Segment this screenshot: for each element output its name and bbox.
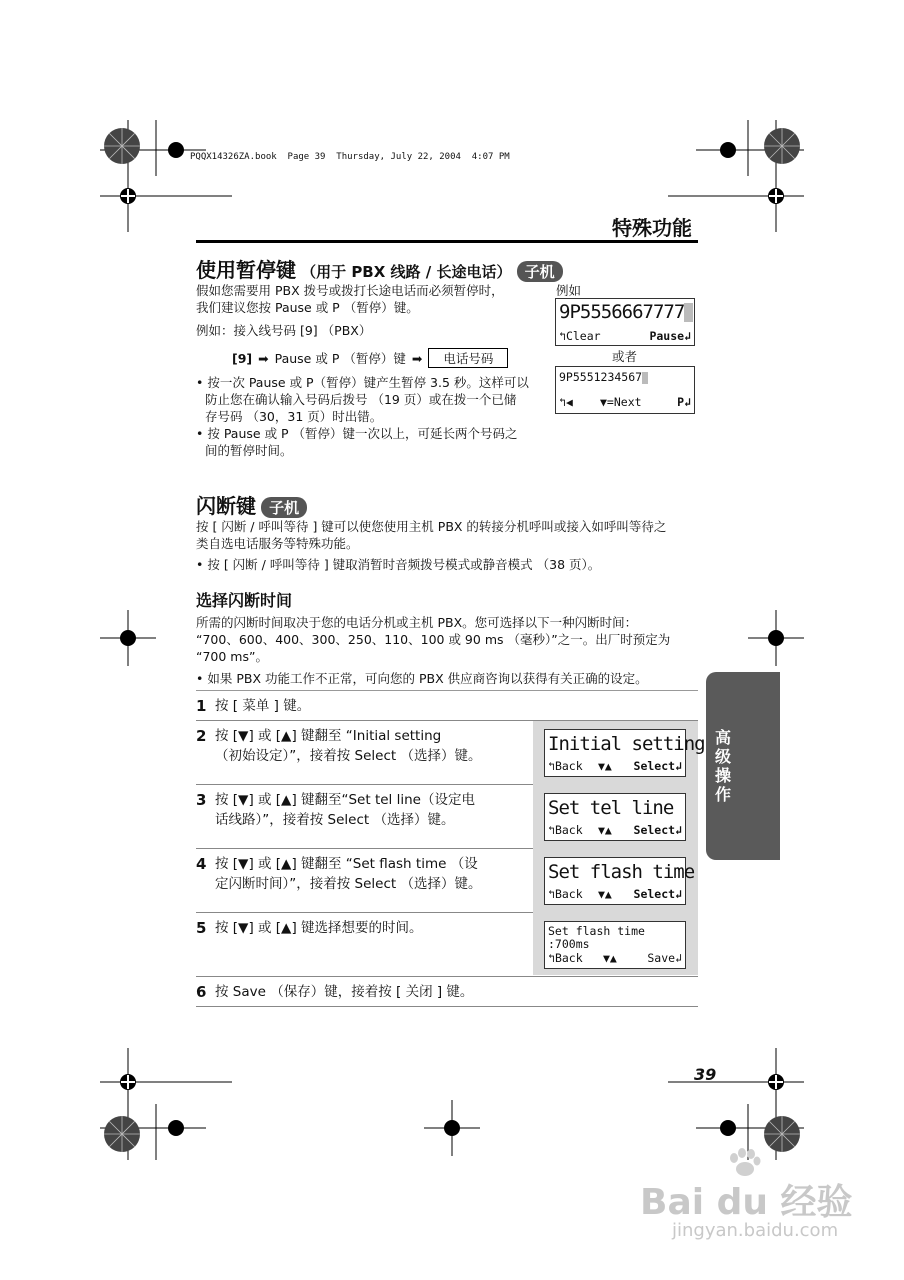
step-text: 按 [ 菜单 ] 键。	[215, 698, 311, 714]
book-header-meta: PQQX14326ZA.book Page 39 Thursday, July 22, 2004 4:07 PM	[190, 152, 510, 162]
flash-description: 所需的闪断时间取决于您的电话分机或主机 PBX。您可选择以下一种闪断时间： “700、600、400、300、250、110、100 或 90 ms （毫秒）”之一。出厂时预定为 “700 ms”。	[196, 615, 671, 664]
step-text: 按 [▼] 或 [▲] 键翻至 “Set flash time （设 定闪断时间）”，接着按 Select （选择）键。	[215, 856, 482, 892]
step-number: 2	[196, 727, 207, 745]
section-flash-title	[196, 490, 307, 519]
step-divider	[196, 976, 698, 977]
flash-bullet-2: • 如果 PBX 功能工作不正常，可向您的 PBX 供应商咨询以获得有关正确的设定。	[196, 671, 648, 686]
arrow-right-icon: ➡	[258, 350, 269, 366]
seq-box: 电话号码	[428, 348, 508, 368]
step-number: 5	[196, 919, 207, 937]
seq-mid: Pause 或 P （暂停）键	[274, 351, 406, 366]
lcd-initial-setting: Initial setting ↰Back ▼▲ Select↲	[544, 729, 686, 777]
pause-intro-line2: 我们建议您按 Pause 或 P （暂停）键。	[196, 300, 419, 315]
step-divider	[196, 784, 533, 785]
pause-bullet-2: • 按 Pause 或 P （暂停）键一次以上，可延长两个号码之 间的暂停时间。	[196, 426, 518, 458]
dial-sequence	[232, 348, 508, 368]
flash-intro: 按 [ 闪断 / 呼叫等待 ] 键可以使您使用主机 PBX 的转接分机呼叫或接入如呼叫等待之 类自选电话服务等特殊功能。	[196, 519, 667, 551]
watermark-url: jingyan.baidu.com	[672, 1220, 839, 1241]
lcd1-softkey-right: Pause↲	[649, 329, 691, 343]
step-text: 按 [▼] 或 [▲] 键翻至 “Initial setting （初始设定）”，接着按 Select （选择）键。	[215, 728, 482, 764]
step-divider	[196, 690, 698, 691]
flash-bullet: • 按 [ 闪断 / 呼叫等待 ] 键取消暂时音频拨号模式或静音模式 （38 页）。	[196, 557, 601, 572]
section2-title: 闪断键	[196, 494, 256, 518]
heading-rule	[196, 240, 698, 243]
lcd1-number: 9P5556667777	[559, 301, 685, 323]
lcd2-softkey-right: P↲	[677, 395, 691, 409]
lcd2-back-icon: ↰◀	[559, 395, 573, 409]
pause-intro-line1: 假如您需要用 PBX 拨号或拨打长途电话而必须暂停时，	[196, 283, 504, 298]
step-number: 3	[196, 791, 207, 809]
lcd2-number: 9P5551234567	[559, 370, 643, 384]
cursor-block	[642, 372, 648, 384]
step-divider	[196, 912, 533, 913]
step-number: 4	[196, 855, 207, 873]
step-text: 按 [▼] 或 [▲] 键翻至“Set tel line（设定电 话线路）”，接着按 Select （选择）键。	[215, 792, 475, 828]
example-label: 例如	[556, 283, 582, 298]
section-title-sub: （用于 PBX 线路 / 长途电话）	[301, 263, 512, 281]
section-pause-title	[196, 254, 563, 283]
pause-example: 例如：接入线号码 [9] （PBX）	[196, 323, 372, 338]
arrow-right-icon: ➡	[411, 350, 423, 366]
step-text: 按 [▼] 或 [▲] 键选择想要的时间。	[215, 920, 423, 936]
handset-badge: 子机	[517, 261, 563, 282]
page-number: 39	[694, 1065, 717, 1084]
handset-badge: 子机	[261, 497, 307, 518]
step-divider	[196, 1006, 698, 1007]
flash-subtitle: 选择闪断时间	[196, 591, 293, 610]
lcd-set-tel-line: Set tel line ↰Back ▼▲ Select↲	[544, 793, 686, 841]
pause-bullet-1: • 按一次 Pause 或 P（暂停）键产生暂停 3.5 秒。这样可以 防止您在确认输入号码后拨号 （19 页）或在拨一个已储 存号码 （30，31 页）时出错。	[196, 375, 529, 424]
seq-key: [9]	[232, 350, 253, 366]
cursor-block	[684, 303, 693, 322]
step-number: 6	[196, 983, 207, 1001]
lcd-flash-time-value: Set flash time :700ms ↰Back ▼▲ Save↲	[544, 921, 686, 969]
lcd1-softkey-left: ↰Clear	[559, 329, 601, 343]
lcd-set-flash-time: Set flash time ↰Back ▼▲ Select↲	[544, 857, 686, 905]
side-tab-label: 高 级 操 作	[714, 728, 731, 804]
or-label: 或者	[612, 349, 638, 364]
page-heading: 特殊功能	[612, 216, 692, 240]
section-title-main: 使用暂停键	[196, 258, 296, 282]
step-number: 1	[196, 697, 207, 715]
pause-intro	[196, 282, 504, 316]
step-text: 按 Save （保存）键，接着按 [ 关闭 ] 键。	[215, 984, 474, 1000]
watermark-brand: Bai du 经验	[640, 1182, 853, 1223]
lcd2-next: ▼=Next	[600, 395, 642, 409]
lcd-example-1	[555, 298, 695, 346]
step-divider	[196, 848, 533, 849]
lcd-example-2	[555, 366, 695, 414]
